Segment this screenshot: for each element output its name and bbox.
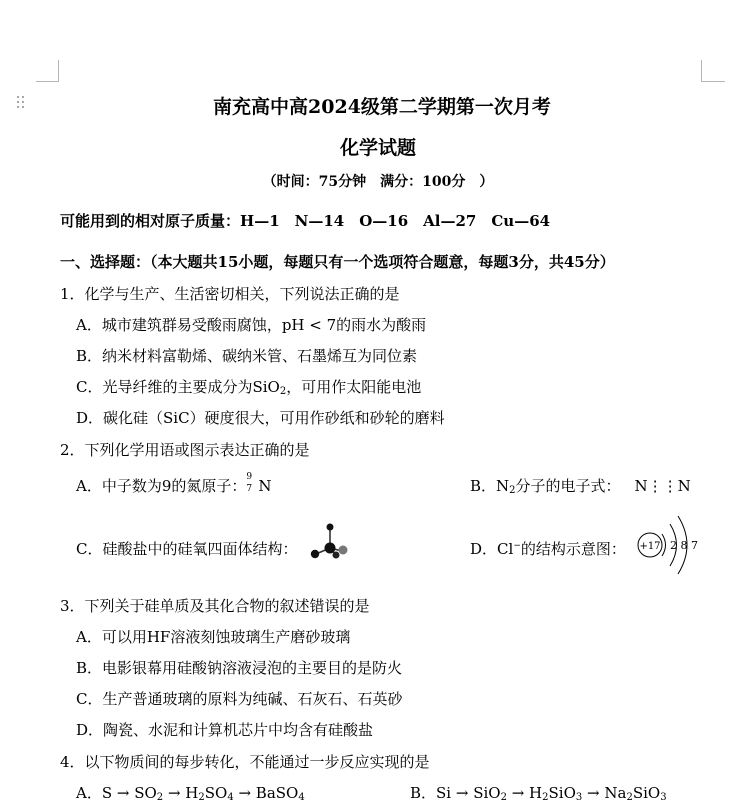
q4-option-a xyxy=(76,782,305,803)
q2-d-text: D．Cl xyxy=(470,540,514,558)
q2-c-text: C．硅酸盐中的硅氧四面体结构： xyxy=(76,540,298,558)
atomic-mass-label: 可能用到的相对原子质量： xyxy=(60,212,241,230)
q4-option-b xyxy=(410,782,667,803)
subject-title: 化学试题 xyxy=(339,137,416,159)
silicon-oxygen-tetrahedron-icon xyxy=(306,522,352,560)
corner-mark-right-v xyxy=(701,60,702,82)
exam-meta: （时间：75分钟 满分：100分 ） xyxy=(262,174,494,190)
q2-d-text-end: 的结构示意图： xyxy=(520,540,626,558)
q4-b-sub: 3 xyxy=(575,792,583,803)
q2-b-sub: 2 xyxy=(509,485,516,496)
q4-a-part: A．S → SO xyxy=(76,784,157,802)
q1-option-b: B．纳米材料富勒烯、碳纳米管、石墨烯互为同位素 xyxy=(76,347,418,365)
nuclide-notation xyxy=(246,472,258,494)
q4-b-sub: 2 xyxy=(626,792,633,803)
q4-a-part: → H xyxy=(163,784,199,802)
q1-c-text: C．光导纤维的主要成分为SiO xyxy=(76,378,280,396)
q2-b-text: B．N xyxy=(470,477,510,495)
q4-b-part: B．Si → SiO xyxy=(410,784,501,802)
q4-a-sub: 4 xyxy=(298,792,305,803)
electron-shells: 2 8 7 xyxy=(670,539,698,552)
q4-stem: 4．以下物质间的每步转化，不能通过一步反应实现的是 xyxy=(60,753,430,771)
q3-option-d: D．陶瓷、水泥和计算机芯片中均含有硅酸盐 xyxy=(76,721,374,739)
q1-stem: 1．化学与生产、生活密切相关，下列说法正确的是 xyxy=(60,285,400,303)
chloride-ion-structure-diagram xyxy=(632,512,702,578)
q4-b-part: SiO xyxy=(632,784,661,802)
q2-a-text: A．中子数为9的氮原子： xyxy=(76,477,247,495)
q2-b-text-end: 分子的电子式： xyxy=(515,477,621,495)
nuclide-symbol: N xyxy=(258,477,272,495)
q3-option-c: C．生产普通玻璃的原料为纯碱、石灰石、石英砂 xyxy=(76,690,403,708)
corner-mark-left-v xyxy=(58,60,59,82)
q3-option-b: B．电影银幕用硅酸钠溶液浸泡的主要目的是防火 xyxy=(76,659,403,677)
q4-b-part: → Na xyxy=(582,784,627,802)
corner-mark-right-h xyxy=(701,81,725,82)
atomic-mass-line xyxy=(60,210,550,231)
q4-a-part: SO xyxy=(204,784,228,802)
section-heading: 一、选择题：（本大题共15小题，每题只有一个选项符合题意，每题3分，共45分） xyxy=(60,253,615,271)
q1-option-d: D．碳化硅（SiC）硬度很大，可用作砂纸和砂轮的磨料 xyxy=(76,409,445,427)
q4-b-sub: 3 xyxy=(660,792,667,803)
q2-option-d xyxy=(470,538,626,559)
q2-option-b xyxy=(470,475,691,496)
q4-b-part: → H xyxy=(506,784,543,802)
q4-a-part: → BaSO xyxy=(233,784,299,802)
q1-c-sub: 2 xyxy=(279,386,287,397)
nucleus-charge: +17 xyxy=(639,541,661,552)
q1-c-text-end: ，可用作太阳能电池 xyxy=(286,378,422,396)
n2-electron-formula: N⋮⋮N xyxy=(634,477,691,495)
q4-a-sub: 2 xyxy=(156,792,164,803)
q1-option-c xyxy=(76,376,421,397)
q2-d-sup: − xyxy=(513,541,521,551)
exam-title: 南充高中高2024级第二学期第一次月考 xyxy=(213,96,551,118)
q3-option-a: A．可以用HF溶液刻蚀玻璃生产磨砂玻璃 xyxy=(76,628,351,646)
q2-option-c xyxy=(76,538,297,559)
q3-stem: 3．下列关于硅单质及其化合物的叙述错误的是 xyxy=(60,597,370,615)
q2-stem: 2．下列化学用语或图示表达正确的是 xyxy=(60,441,310,459)
q2-option-a xyxy=(76,472,272,496)
atomic-mass-values: H—1 N—14 O—16 Al—27 Cu—64 xyxy=(240,212,551,230)
q4-b-sub: 2 xyxy=(500,792,507,803)
nuclide-atomic-number: 7 xyxy=(246,484,253,494)
nuclide-mass-number: 9 xyxy=(246,472,253,482)
q4-b-sub: 2 xyxy=(542,792,549,803)
q4-a-sub: 4 xyxy=(227,792,234,803)
q1-option-a: A．城市建筑群易受酸雨腐蚀，pH < 7的雨水为酸雨 xyxy=(76,316,427,334)
q4-a-sub: 2 xyxy=(198,792,205,803)
q4-b-part: SiO xyxy=(548,784,576,802)
corner-mark-left-h xyxy=(36,81,59,82)
